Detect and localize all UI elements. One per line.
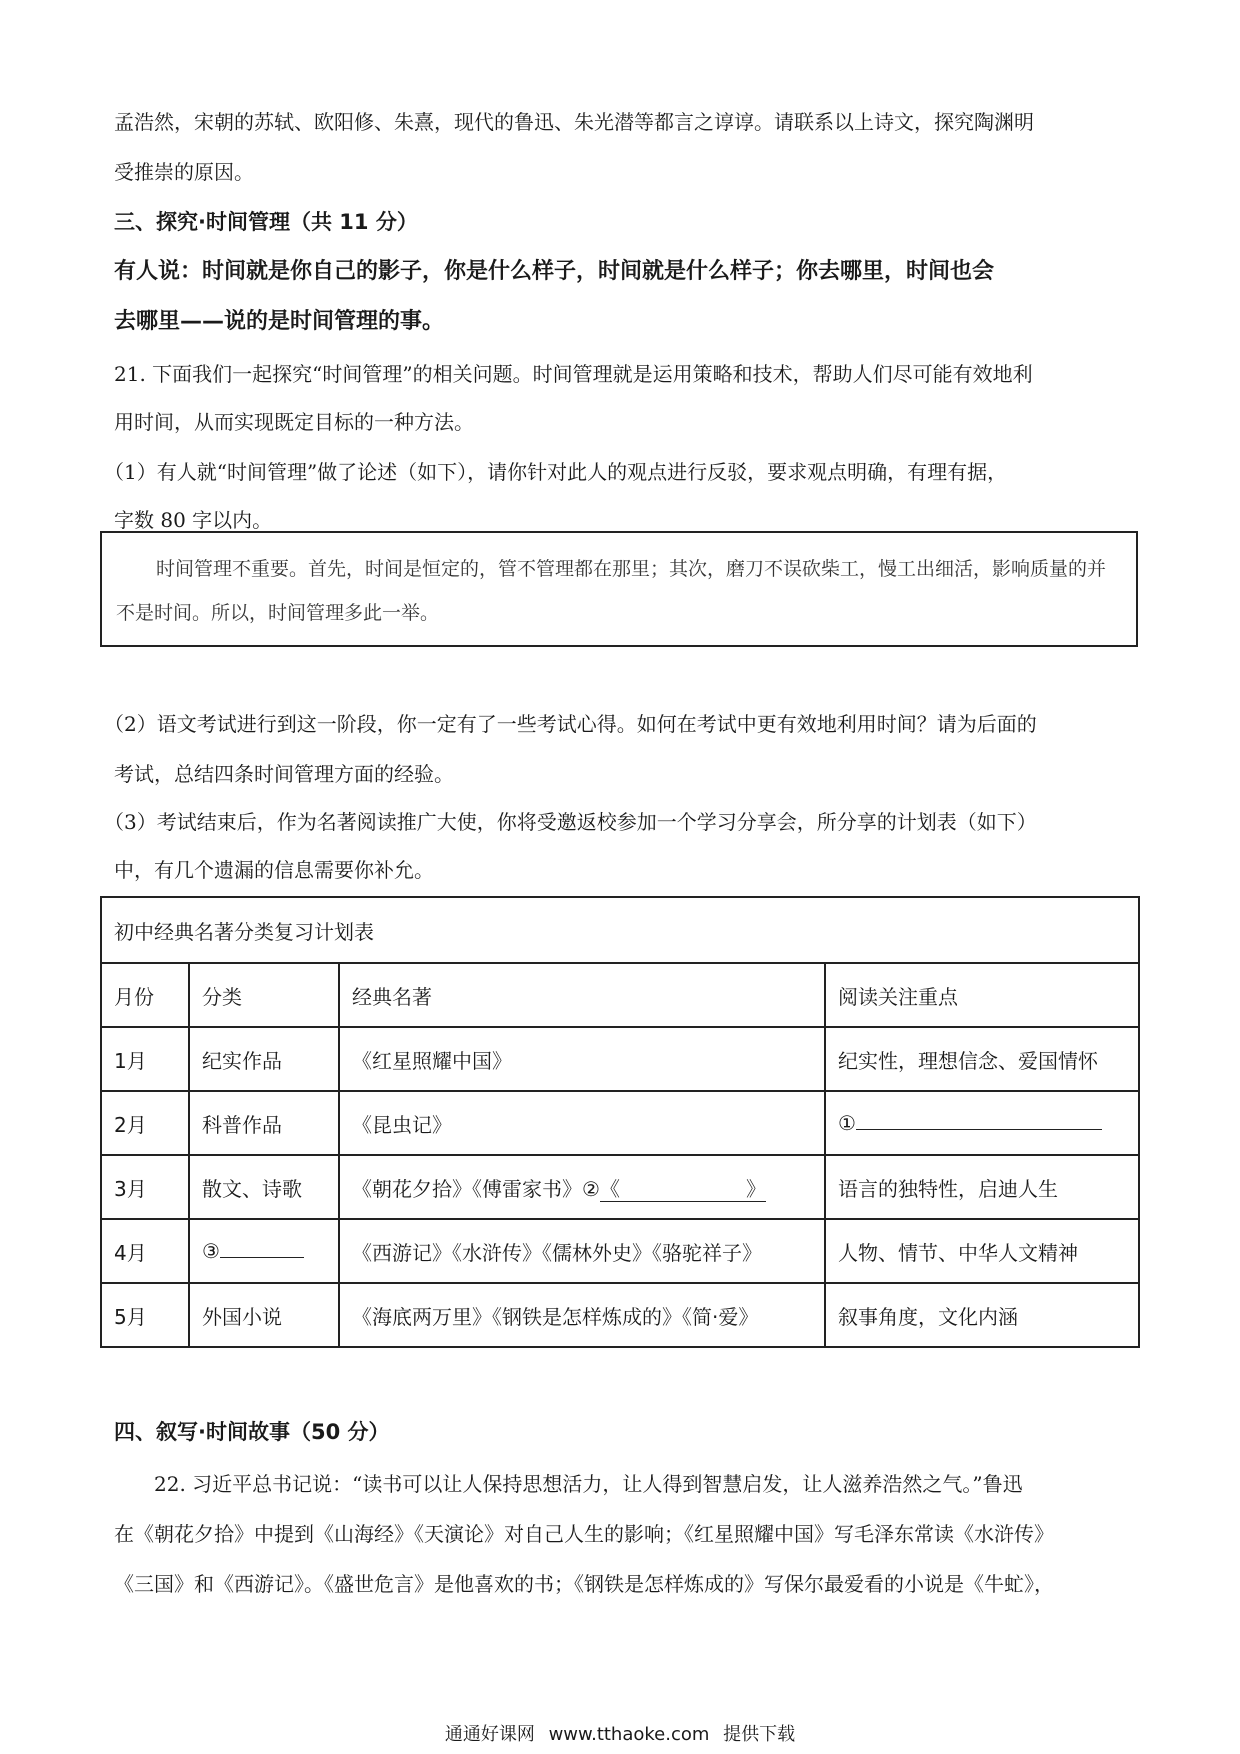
intro-line: 去哪里——说的是时间管理的事。 [114, 309, 445, 334]
cell-month: 2月 [101, 1091, 189, 1155]
cell-focus: 人物、情节、中华人文精神 [825, 1219, 1139, 1283]
review-plan-table [100, 896, 1140, 1348]
question-21-line: 21. 下面我们一起探究“时间管理”的相关问题。时间管理就是运用策略和技术，帮助人们尽可能有效地利 [114, 362, 1033, 386]
answer-blank-2[interactable] [600, 1177, 766, 1202]
cell-category: 外国小说 [189, 1283, 339, 1347]
paragraph-line: 孟浩然，宋朝的苏轼、欧阳修、朱熹，现代的鲁迅、朱光潜等都言之谆谆。请联系以上诗文，探究陶渊明 [114, 110, 1034, 134]
cell-category: 科普作品 [189, 1091, 339, 1155]
cell-category: 散文、诗歌 [189, 1155, 339, 1219]
cell-month: 5月 [101, 1283, 189, 1347]
blank-marker: ① [838, 1111, 856, 1135]
question-21-2-line: （2）语文考试进行到这一阶段，你一定有了一些考试心得。如何在考试中更有效地利用时间？请为后面的 [104, 712, 1037, 736]
question-21-1-line: （1）有人就“时间管理”做了论述（如下），请你针对此人的观点进行反驳，要求观点明确，有理有据， [104, 460, 1008, 484]
table-row [101, 1219, 1139, 1283]
blank-marker: ③ [202, 1239, 220, 1263]
cell-focus: 语言的独特性，启迪人生 [825, 1155, 1139, 1219]
cell-focus: 叙事角度，文化内涵 [825, 1283, 1139, 1347]
book-bracket-close: 》 [745, 1176, 766, 1201]
quote-text: 时间管理不重要。首先，时间是恒定的，管不管理都在那里；其次，磨刀不误砍柴工，慢工出细活，影响质量的并不是时间。所以，时间管理多此一举。 [116, 558, 1107, 624]
footer-site: 通通好课网 [444, 1724, 535, 1745]
cell-books: 《西游记》《水浒传》《儒林外史》《骆驼祥子》 [339, 1219, 825, 1283]
footer-note: 提供下载 [723, 1724, 796, 1745]
book-bracket-open: 《 [599, 1176, 620, 1201]
cell-books: 《红星照耀中国》 [339, 1027, 825, 1091]
cell-focus: 纪实性，理想信念、爱国情怀 [825, 1027, 1139, 1091]
cell-category: 纪实作品 [189, 1027, 339, 1091]
cell-books-blank[interactable] [339, 1155, 825, 1219]
header-month: 月份 [101, 963, 189, 1027]
cell-focus-blank[interactable] [825, 1091, 1139, 1155]
question-21-3-line: （3）考试结束后，作为名著阅读推广大使，你将受邀返校参加一个学习分享会，所分享的计划表（如下） [104, 810, 1037, 834]
header-category: 分类 [189, 963, 339, 1027]
header-focus: 阅读关注重点 [825, 963, 1139, 1027]
cell-category-blank[interactable] [189, 1219, 339, 1283]
table-title-row [101, 897, 1139, 963]
question-22-line: 22. 习近平总书记说：“读书可以让人保持思想活力，让人得到智慧启发，让人滋养浩然之气。”鲁迅 [154, 1472, 1023, 1496]
answer-blank-1[interactable] [856, 1111, 1102, 1130]
table-row [101, 1027, 1139, 1091]
page-footer [0, 1720, 1240, 1746]
cell-month: 4月 [101, 1219, 189, 1283]
question-21-line: 用时间，从而实现既定目标的一种方法。 [114, 410, 474, 434]
books-text: 《朝花夕拾》《傅雷家书》② [352, 1176, 600, 1201]
section-3-title: 三、探究·时间管理（共 11 分） [114, 210, 418, 234]
cell-books: 《昆虫记》 [339, 1091, 825, 1155]
question-21-1-line: 字数 80 字以内。 [114, 508, 273, 532]
header-books: 经典名著 [339, 963, 825, 1027]
table-row [101, 1155, 1139, 1219]
footer-url[interactable]: www.tthaoke.com [548, 1724, 710, 1745]
table-title: 初中经典名著分类复习计划表 [101, 897, 1139, 963]
question-22-line: 在《朝花夕拾》中提到《山海经》《天演论》对自己人生的影响；《红星照耀中国》写毛泽东常读《水浒传》 [114, 1522, 1054, 1546]
answer-blank-3[interactable] [220, 1239, 304, 1258]
cell-books: 《海底两万里》《钢铁是怎样炼成的》《简·爱》 [339, 1283, 825, 1347]
table-header-row [101, 963, 1139, 1027]
question-22-line: 《三国》和《西游记》。《盛世危言》是他喜欢的书；《钢铁是怎样炼成的》写保尔最爱看的小说是《牛虻》， [114, 1572, 1054, 1596]
quote-box [100, 531, 1138, 647]
table-row [101, 1283, 1139, 1347]
question-21-2-line: 考试，总结四条时间管理方面的经验。 [114, 762, 454, 786]
section-4-title: 四、叙写·时间故事（50 分） [114, 1420, 390, 1444]
question-21-3-line: 中，有几个遗漏的信息需要你补允。 [114, 858, 434, 882]
intro-line: 有人说：时间就是你自己的影子，你是什么样子，时间就是什么样子；你去哪里，时间也会 [114, 259, 995, 284]
cell-month: 1月 [101, 1027, 189, 1091]
table-row [101, 1091, 1139, 1155]
cell-month: 3月 [101, 1155, 189, 1219]
paragraph-line: 受推崇的原因。 [114, 160, 254, 184]
